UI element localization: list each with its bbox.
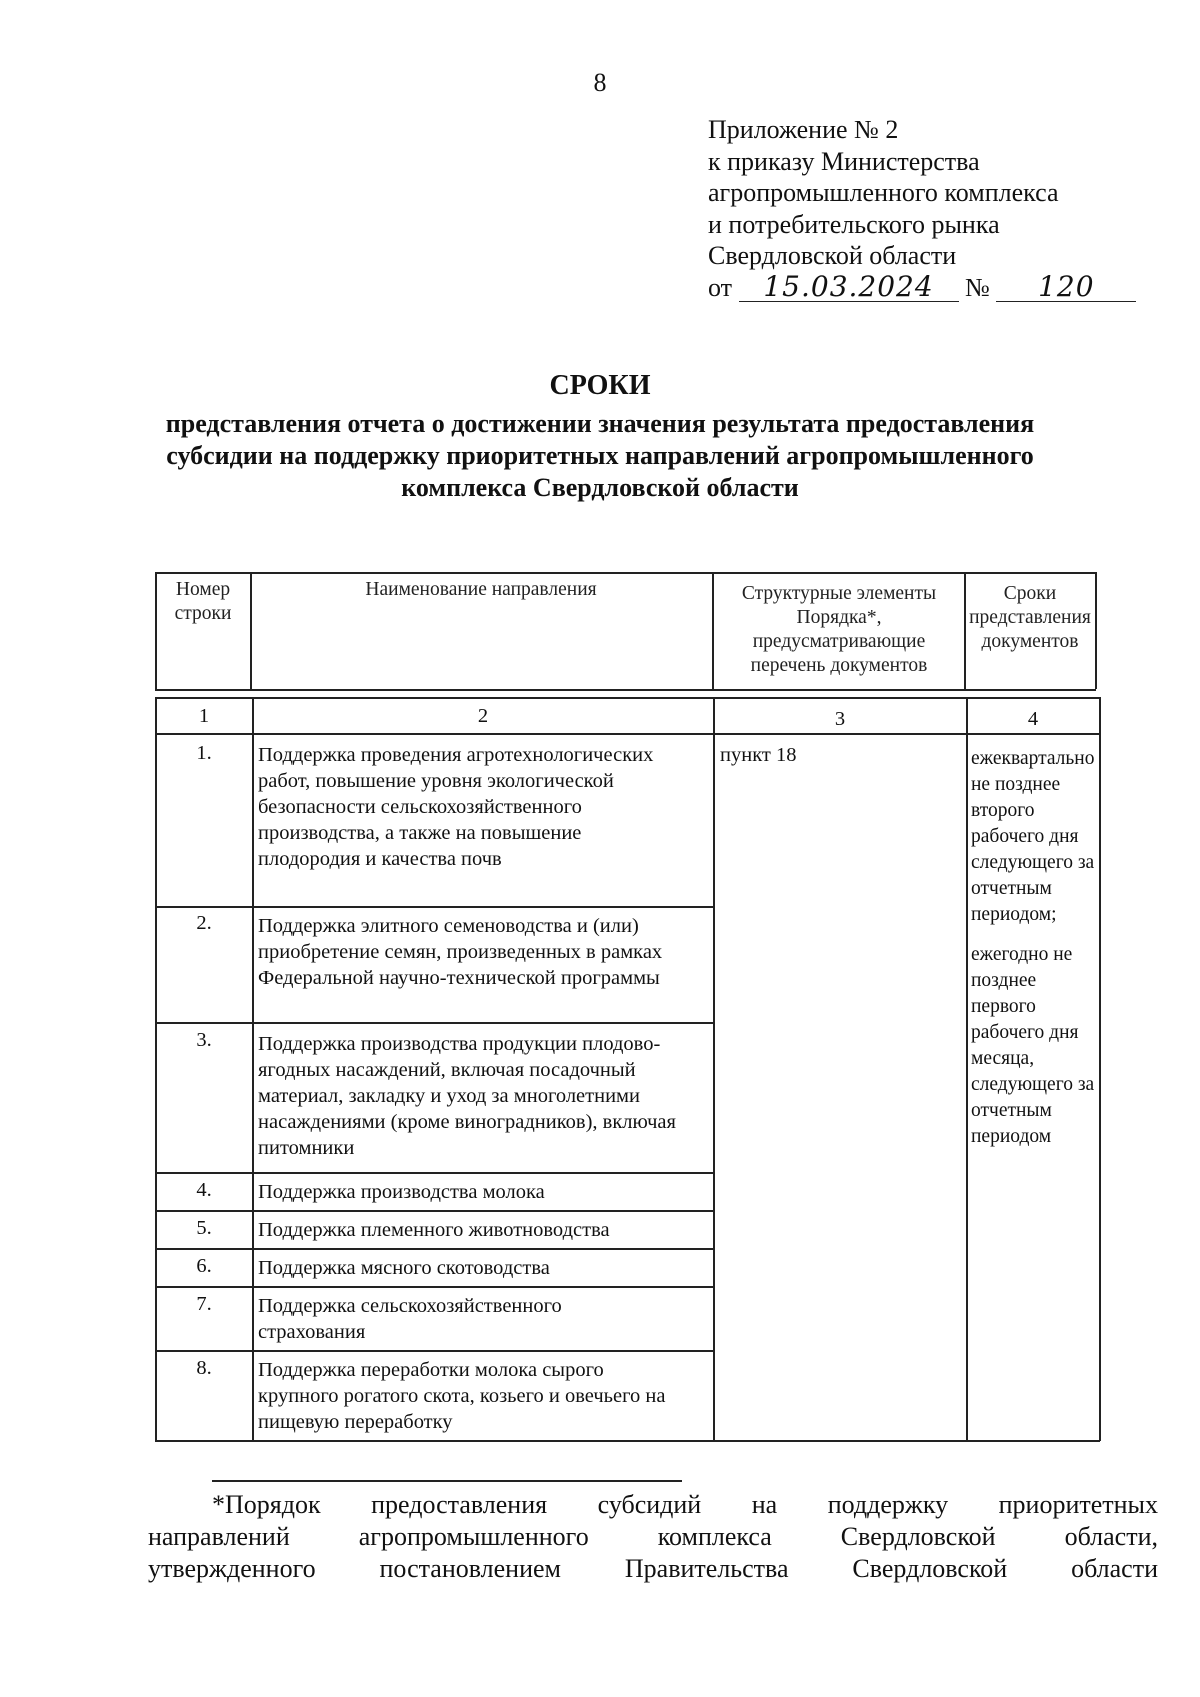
number-prefix: № [965, 272, 990, 302]
deadline-quarterly: ежеквартально не позднее второго рабочего дня следующего за отчетным периодом; [971, 748, 1095, 925]
row-number-1: 1. [196, 742, 212, 764]
appendix-line-3: агропромышленного комплекса [708, 178, 1059, 207]
footnote-line-3: утвержденного постановлением Правительства Свердловской области [148, 1554, 1158, 1583]
row-number-8: 8. [196, 1357, 212, 1379]
document-subtitle: представления отчета о достижении значения результата предоставления субсидии на поддержку приоритетных направлений агропромышленного комплекса Свердловской области [165, 409, 1035, 502]
appendix-line-1: Приложение № 2 [708, 115, 899, 144]
row-name-2: Поддержка элитного семеноводства и (или) приобретение семян, произведенных в рамках Федеральной научно-технической программы [258, 915, 663, 989]
column-number-1: 1 [198, 705, 210, 727]
row-number-2: 2. [196, 912, 212, 934]
document-title: СРОКИ [549, 370, 651, 401]
page-number: 8 [593, 68, 607, 97]
column-number-2: 2 [477, 705, 489, 727]
appendix-line-5: Свердловской области [708, 241, 957, 270]
row-number-5: 5. [196, 1217, 212, 1239]
header-row-number: Номер строки [174, 579, 232, 624]
row-name-5: Поддержка племенного животноводства [258, 1219, 610, 1241]
row-name-6: Поддержка мясного скотоводства [258, 1257, 550, 1279]
appendix-line-2: к приказу Министерства [708, 146, 980, 176]
row-name-4: Поддержка производства молока [258, 1181, 545, 1203]
footnote-line-1: *Порядок предоставления субсидий на поддержку приоритетных [212, 1490, 1158, 1519]
header-direction-name: Наименование направления [365, 579, 597, 600]
structural-element: пункт 18 [720, 744, 797, 766]
row-number-7: 7. [196, 1293, 212, 1315]
header-deadlines: Сроки представления документов [969, 583, 1091, 652]
row-number-6: 6. [196, 1255, 212, 1277]
row-name-8: Поддержка переработки молока сырого крупного рогатого скота, козьего и овечьего на пищевую переработку [258, 1359, 666, 1433]
header-structural-elements: Структурные элементы Порядка*, предусматривающие перечень документов [741, 583, 937, 676]
row-number-4: 4. [196, 1179, 212, 1201]
row-name-1: Поддержка проведения агротехнологических работ, повышение уровня экологической безопасности сельскохозяйственного производства, а также на повышение плодородия и качества почв [258, 744, 654, 870]
appendix-block [708, 114, 1136, 303]
appendix-line-4: и потребительского рынка [708, 209, 1000, 239]
row-number-3: 3. [196, 1029, 212, 1051]
date-prefix: от [708, 272, 733, 302]
column-number-3: 3 [834, 708, 846, 730]
footnote-divider [212, 1480, 682, 1482]
appendix-date-line [708, 269, 1136, 304]
column-number-4: 4 [1027, 708, 1039, 730]
footnote-line-2: направлений агропромышленного комплекса Свердловской области, [148, 1522, 1158, 1551]
row-name-7: Поддержка сельскохозяйственного страхования [258, 1295, 562, 1343]
order-number: 120 [996, 273, 1136, 302]
order-date: 15.03.2024 [739, 273, 959, 302]
deadline-annual: ежегодно не позднее первого рабочего дня месяца, следующего за отчетным периодом [971, 944, 1095, 1147]
row-name-3: Поддержка производства продукции плодово-ягодных насаждений, включая посадочный материал, закладку и уход за многолетними насаждениями (кроме виноградников), включая питомники [258, 1033, 676, 1159]
